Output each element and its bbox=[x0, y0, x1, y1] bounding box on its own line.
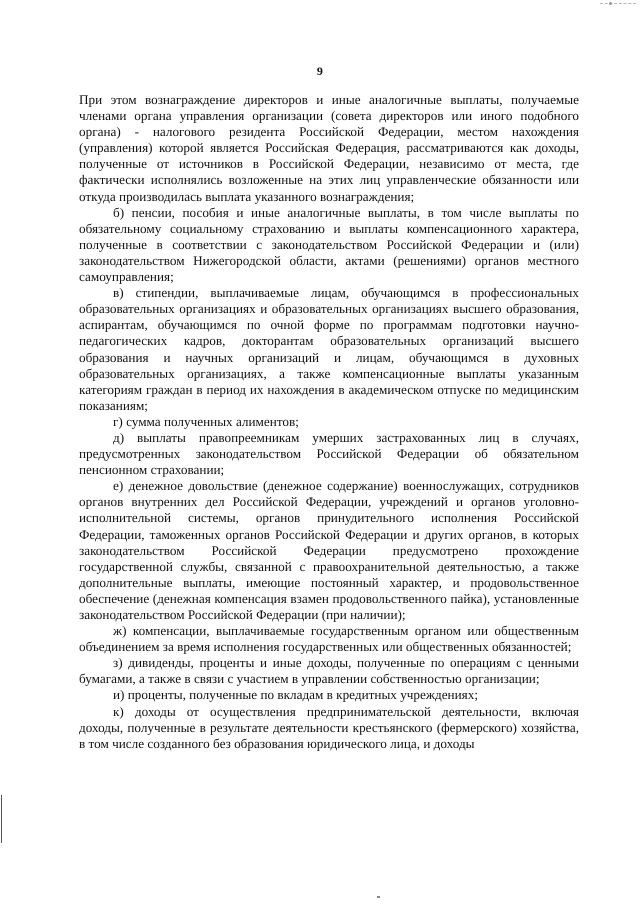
scan-artifact-top bbox=[600, 3, 636, 6]
paragraph-k-business-income: к) доходы от осуществления предпринимательской деятельности, включая доходы, полученные в результате деятельности крестьянского (фермерского) хозяйства, в том числе созданного без образования юридического лица, и доходы bbox=[79, 703, 579, 751]
scan-edge-mark bbox=[1, 795, 2, 843]
scan-artifact-bottom bbox=[377, 896, 380, 898]
paragraph-d-successor-payments: д) выплаты правопреемникам умерших застрахованных лиц в случаях, предусмотренных законодательством Российской Федерации об обязательном пенсионном страховании; bbox=[79, 429, 579, 478]
paragraph-z-dividends: з) дивиденды, проценты и иные доходы, полученные по операциям с ценными бумагами, а также в связи с участием в управлении собственностью организации; bbox=[79, 655, 579, 687]
paragraph-b-pensions: б) пенсии, пособия и иные аналогичные выплаты, в том числе выплаты по обязательному социальному страхованию и выплаты компенсационного характера, полученные в соответствии с законодательством Российской Федерации и (или) законодательством Нижегородской области, актами (решениями) органов местного самоуправления; bbox=[79, 204, 579, 285]
paragraph-i-interest: и) проценты, полученные по вкладам в кредитных учреждениях; bbox=[113, 687, 478, 703]
paragraph-v-stipends: в) стипендии, выплачиваемые лицам, обучающимся в профессиональных образовательных организациях и образовательных организациях высшего образования, аспирантам, обучающимся по очной форме по программам подготовки научно-педагогических кадров, докторантам образовательных организаций высшего образования и научных организаций и лицам, обучающимся в духовных образовательных организациях, а также компенсационные выплаты указанным категориям граждан в период их нахождения в академическом отпуске по медицинским показаниям; bbox=[79, 285, 579, 413]
paragraph-e-allowance: е) денежное довольствие (денежное содержание) военнослужащих, сотрудников органов внутренних дел Российской Федерации, учреждений и органов уголовно-исполнительной системы, органов принудительного исполнения Российской Федерации, таможенных органов Российской Федерации и других органов, в которых законодательством Российской Федерации предусмотрено прохождение государственной службы, связанной с правоохранительной деятельностью, а также дополнительные выплаты, имеющие постоянный характер, и продовольственное обеспечение (денежная компенсация взамен продовольственного пайка), установленные законодательством Российской Федерации (при наличии); bbox=[79, 478, 579, 622]
paragraph-zh-compensation: ж) компенсации, выплачиваемые государственным органом или общественным объединением за время исполнения государственных или общественных обязанностей; bbox=[79, 623, 579, 655]
scan-artifact-dot bbox=[609, 2, 612, 5]
paragraph-g-alimony: г) сумма полученных алиментов; bbox=[113, 413, 299, 429]
page-number: 9 bbox=[316, 64, 324, 78]
paragraph-remuneration: При этом вознаграждение директоров и иные аналогичные выплаты, получаемые членами органа управления организации (совета директоров или иного подобного органа) - налогового резидента Российской Федерации, местом нахождения (управления) которой является Российская Федерация, рассматриваются как доходы, полученные от источников в Российской Федерации, независимо от места, где фактически исполнялись возложенные на этих лиц управленческие обязанности или откуда производилась выплата указанного вознаграждения; bbox=[79, 92, 579, 204]
document-body bbox=[79, 92, 579, 752]
